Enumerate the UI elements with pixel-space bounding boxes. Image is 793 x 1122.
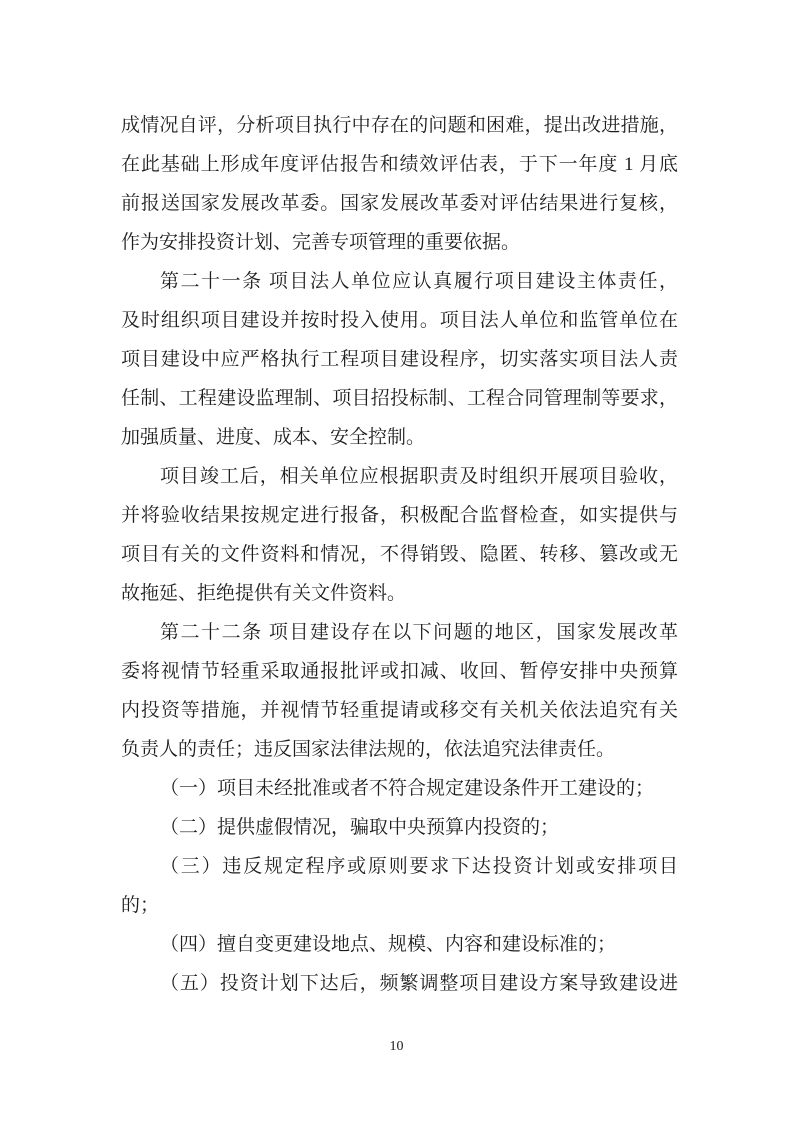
text-line: 第二十一条 项目法人单位应认真履行项目建设主体责任， — [160, 271, 678, 292]
text-line: 委将视情节轻重采取通报批评或扣减、收回、暂停安排中央预算 — [121, 661, 678, 682]
text-line: 加强质量、进度、成本、安全控制。 — [121, 427, 426, 448]
text-line: （一）项目未经批准或者不符合规定建设条件开工建设的； — [160, 778, 655, 799]
text-line: 在此基础上形成年度评估报告和绩效评估表，于下一年度 1 月底 — [121, 154, 678, 175]
text-line: 项目竣工后，相关单位应根据职责及时组织开展项目验收， — [160, 466, 678, 487]
text-line: （二）提供虚假情况，骗取中央预算内投资的； — [160, 817, 560, 838]
paragraph — [121, 613, 678, 769]
paragraph — [121, 769, 678, 808]
paragraph — [121, 964, 678, 1003]
text-line: （三）违反规定程序或原则要求下达投资计划或安排项目 — [160, 856, 678, 877]
paragraph — [121, 847, 678, 925]
text-line: 项目有关的文件资料和情况，不得销毁、隐匿、转移、篡改或无 — [121, 544, 678, 565]
text-line: 作为安排投资计划、完善专项管理的重要依据。 — [121, 232, 521, 253]
text-line: 内投资等措施，并视情节轻重提请或移交有关机关依法追究有关 — [121, 700, 678, 721]
page-number: 10 — [389, 1039, 404, 1054]
text-line: （五）投资计划下达后，频繁调整项目建设方案导致建设进 — [160, 973, 678, 994]
paragraph — [121, 262, 678, 457]
document-body — [121, 106, 678, 1003]
text-line: 成情况自评，分析项目执行中存在的问题和困难，提出改进措施， — [121, 115, 678, 136]
paragraph — [121, 106, 678, 262]
text-line: 及时组织项目建设并按时投入使用。项目法人单位和监管单位在 — [121, 310, 678, 331]
paragraph — [121, 457, 678, 613]
text-line: 前报送国家发展改革委。国家发展改革委对评估结果进行复核， — [121, 193, 678, 214]
text-line: 的； — [121, 895, 160, 916]
text-line: 故拖延、拒绝提供有关文件资料。 — [121, 583, 407, 604]
paragraph — [121, 925, 678, 964]
paragraph — [121, 808, 678, 847]
text-line: 第二十二条 项目建设存在以下问题的地区，国家发展改革 — [160, 622, 678, 643]
text-line: 项目建设中应严格执行工程项目建设程序，切实落实项目法人责 — [121, 349, 678, 370]
text-line: 负责人的责任；违反国家法律法规的，依法追究法律责任。 — [121, 739, 616, 760]
text-line: 任制、工程建设监理制、项目招投标制、工程合同管理制等要求， — [121, 388, 678, 409]
text-line: 并将验收结果按规定进行报备，积极配合监督检查，如实提供与 — [121, 505, 678, 526]
text-line: （四）擅自变更建设地点、规模、内容和建设标准的； — [160, 934, 617, 955]
